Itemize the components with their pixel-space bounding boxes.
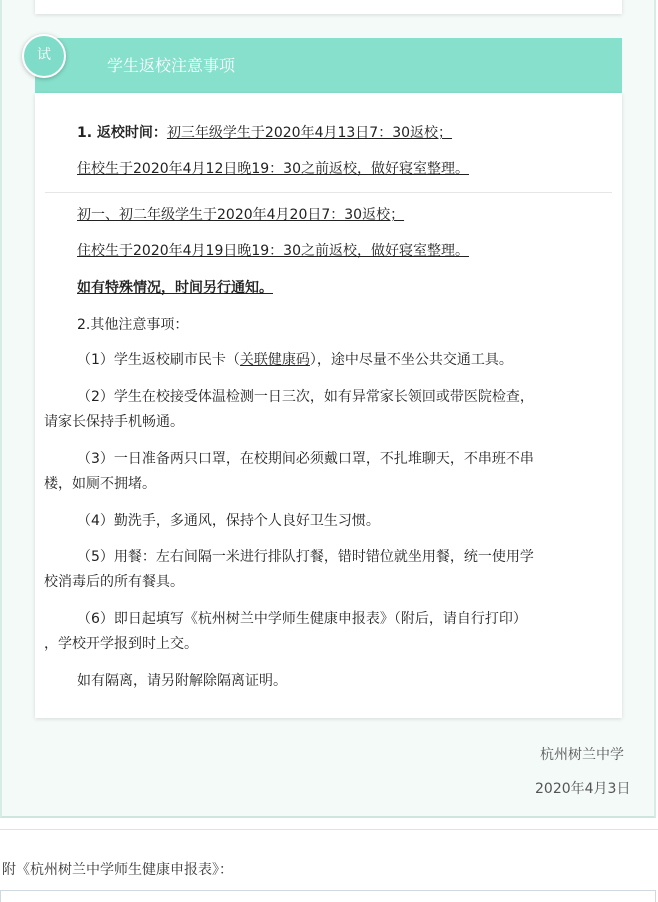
item-2-line-2: 请家长保持手机畅通。: [44, 414, 184, 430]
item-2-line-1: （2）学生在校接受体温检测一日三次，如有异常家长领回或带医院检查，: [77, 389, 534, 405]
item-1-text-b: ），途中尽量不坐公共交通工具。: [309, 352, 513, 368]
signature-date: 2020年4月3日: [535, 781, 631, 797]
section-title: 学生返校注意事项: [107, 56, 236, 75]
item-5-line-1: （5）用餐：左右间隔一米进行排队打餐，错时错位就坐用餐，统一使用学: [77, 549, 534, 565]
item-6-line-1: （6）即日起填写《杭州树兰中学师生健康申报表》（附后，请自行打印）: [77, 611, 527, 627]
item-4: （4）勤洗手，多通风，保持个人良好卫生习惯。: [77, 513, 380, 529]
item-6-line-2: ，学校开学报到时上交。: [44, 636, 198, 652]
return-time-label: 1. 返校时间：: [77, 125, 167, 141]
return-time-line: [77, 123, 452, 143]
grade12-time-line: 初一、初二年级学生于2020年4月20日7：30返校；: [77, 207, 405, 223]
previous-section-card: [35, 0, 622, 14]
attachment-label: 附《杭州树兰中学师生健康申报表》：: [2, 862, 233, 878]
item-3-line-2: 楼，如厕不拥堵。: [44, 476, 156, 492]
section-separator: [0, 829, 658, 830]
other-notes-label: 2.其他注意事项：: [77, 317, 189, 333]
school-signature: 杭州树兰中学: [540, 747, 624, 763]
item-5-line-2: 校消毒后的所有餐具。: [44, 574, 184, 590]
grade3-dorm-line: 住校生于2020年4月12日晚19：30之前返校，做好寝室整理。: [77, 161, 469, 177]
section-number-badge: 试: [22, 34, 66, 78]
item-1: [77, 350, 513, 370]
grade3-time: 初三年级学生于2020年4月13日7：30返校；: [166, 125, 453, 141]
special-notice: 如有特殊情况，时间另行通知。: [77, 280, 273, 296]
attachment-table-edge: [0, 890, 656, 902]
isolation-note: 如有隔离，请另附解除隔离证明。: [77, 673, 287, 689]
item-1-text-a: （1）学生返校刷市民卡（: [77, 352, 240, 368]
item-3-line-1: （3）一日准备两只口罩，在校期间必须戴口罩，不扎堆聊天，不串班不串: [77, 451, 534, 467]
grade12-dorm-line: 住校生于2020年4月19日晚19：30之前返校，做好寝室整理。: [77, 243, 469, 259]
health-code-link[interactable]: 关联健康码: [239, 352, 310, 368]
content-divider: [45, 192, 612, 193]
